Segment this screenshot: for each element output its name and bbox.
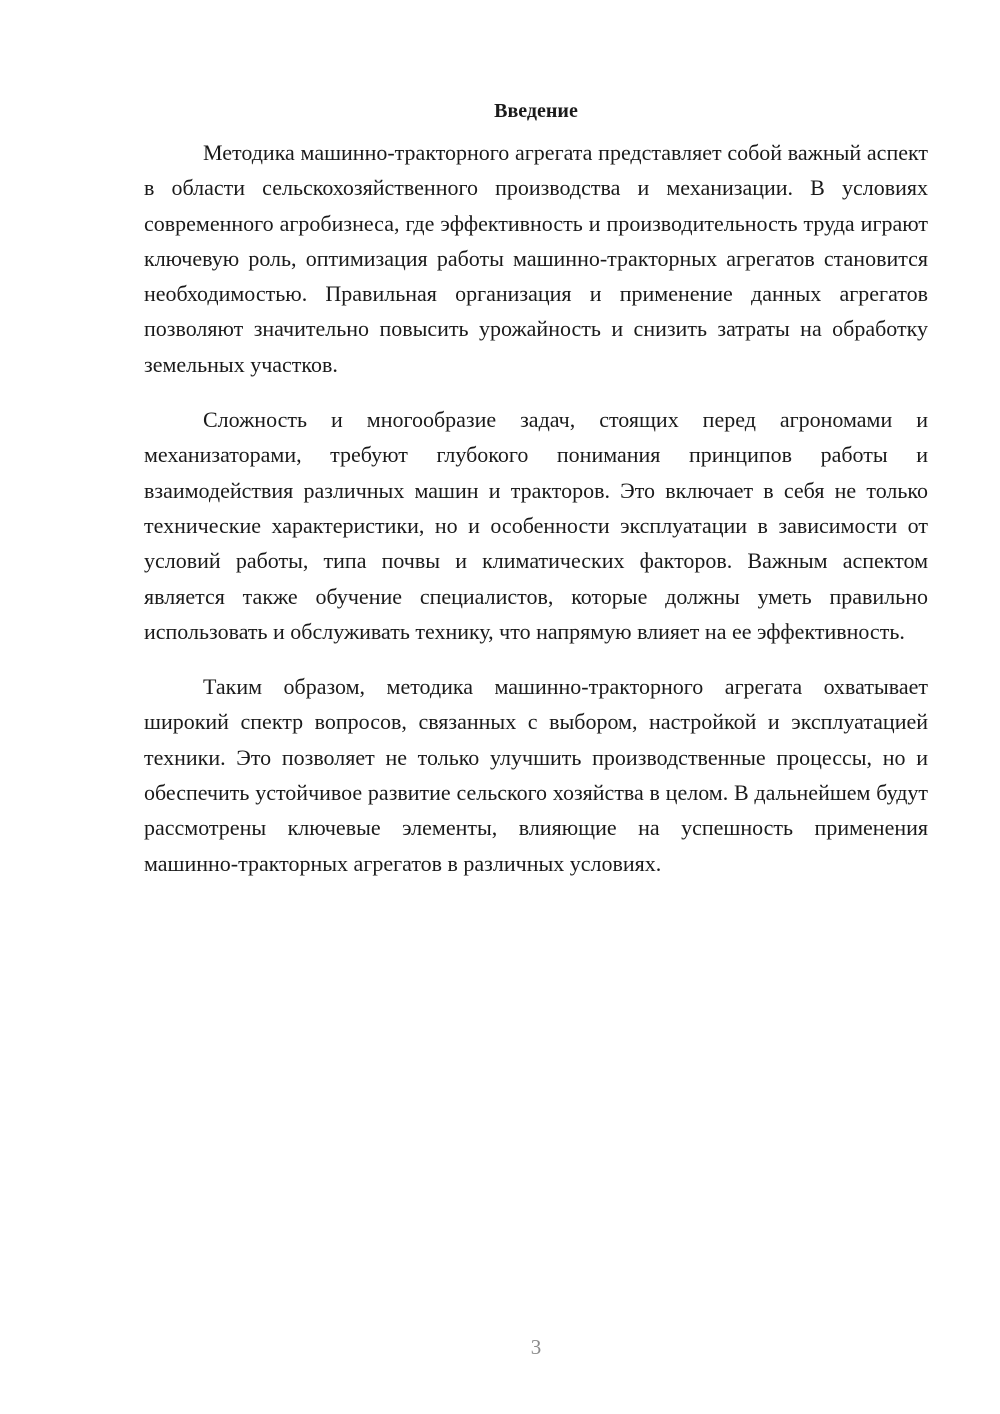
section-heading: Введение — [494, 100, 578, 122]
paragraph-conclusion: Таким образом, методика машинно-тракторного агрегата охватывает широкий спектр вопросов, связанных с выбором, настройкой и эксплуатацией техники. Это позволяет не только улучшить производственные процессы, но и обеспечить устойчивое развитие сельского хозяйства в целом. В дальнейшем будут рассмотрены ключевые элементы, влияющие на успешность применения машинно-тракторных агрегатов в различных условиях. — [144, 674, 928, 876]
paragraph-intro: Методика машинно-тракторного агрегата представляет собой важный аспект в области сельскохозяйственного производства и механизации. В условиях современного агробизнеса, где эффективность и производительность труда играют ключевую роль, оптимизация работы машинно-тракторных агрегатов становится необходимостью. Правильная организация и применение данных агрегатов позволяют значительно повысить урожайность и снизить затраты на обработку земельных участков. — [144, 140, 928, 377]
page-number: 3 — [530, 1335, 542, 1359]
paragraph-complexity: Сложность и многообразие задач, стоящих перед агрономами и механизаторами, требуют глубокого понимания принципов работы и взаимодействия различных машин и тракторов. Это включает в себя не только технические характеристики, но и особенности эксплуатации в зависимости от условий работы, типа почвы и климатических факторов. Важным аспектом является также обучение специалистов, которые должны уметь правильно использовать и обслуживать технику, что напрямую влияет на ее эффективность. — [144, 407, 928, 644]
page-content — [144, 96, 928, 881]
